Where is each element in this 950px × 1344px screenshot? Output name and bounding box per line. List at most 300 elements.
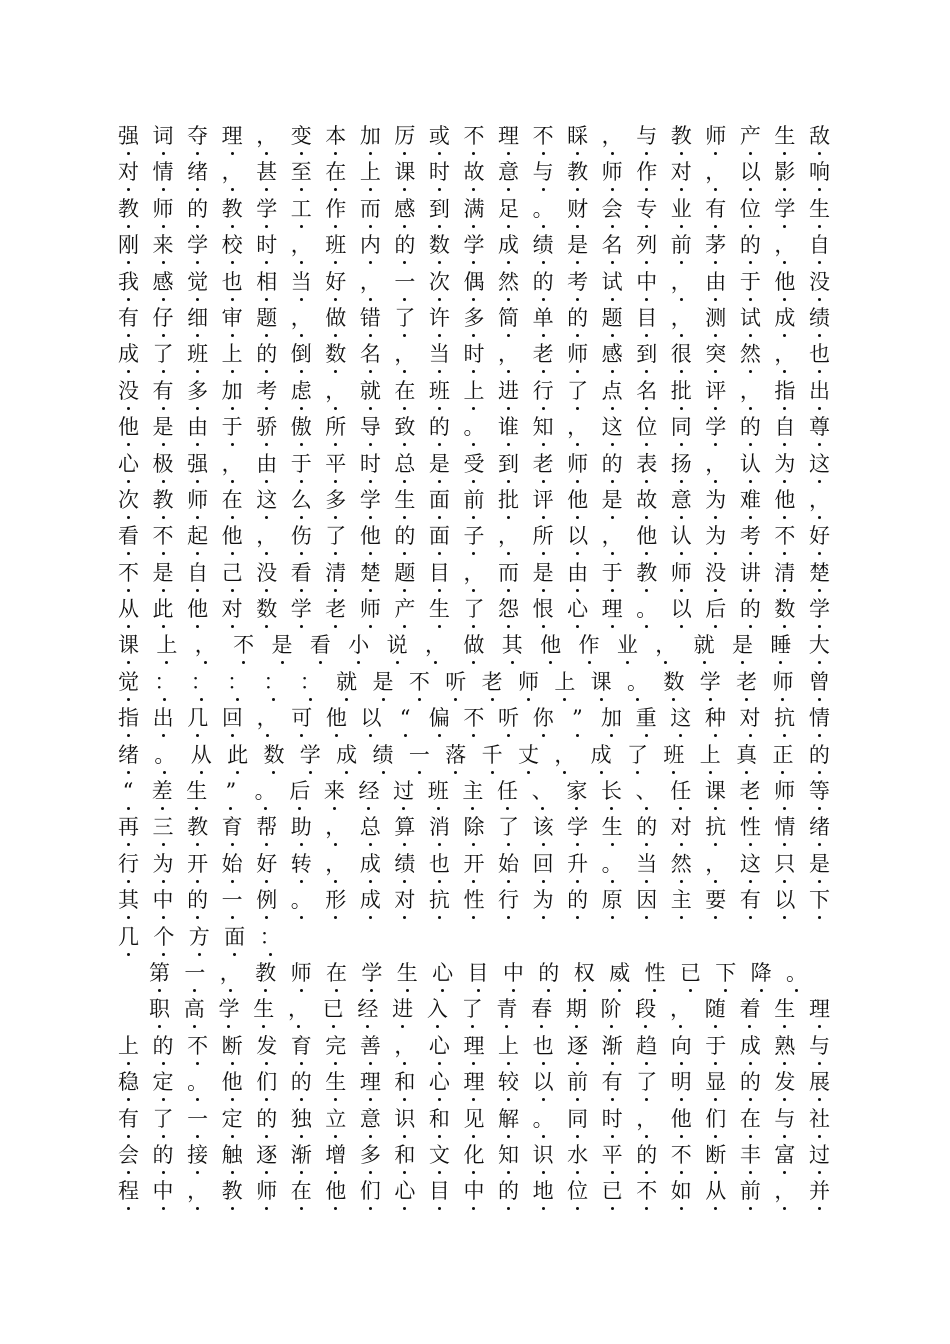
- text-character: 前: [567, 1070, 589, 1095]
- text-character: 转: [290, 851, 312, 876]
- text-character: 好: [325, 269, 347, 294]
- text-character: ，: [287, 997, 309, 1022]
- text-character: 有: [601, 1070, 623, 1095]
- text-character: 学: [187, 233, 209, 258]
- text-character: 数: [325, 342, 347, 367]
- text-character: ，: [290, 233, 312, 258]
- text-character: ，: [256, 706, 278, 731]
- text-character: 突: [705, 342, 727, 367]
- text-character: 也: [808, 342, 830, 367]
- text-character: 来: [323, 779, 345, 804]
- text-character: 、: [635, 779, 657, 804]
- text-character: 由: [567, 560, 589, 585]
- text-character: 权: [573, 960, 595, 985]
- text-character: 绪: [808, 815, 830, 840]
- text-character: 教: [255, 960, 277, 985]
- text-character: 第: [149, 960, 170, 985]
- text-character: ，: [425, 633, 446, 658]
- text-character: 扬: [670, 451, 692, 476]
- text-character: 可: [291, 706, 313, 731]
- text-character: 感: [394, 196, 416, 221]
- text-character: ，: [498, 524, 520, 549]
- text-character: 们: [705, 1106, 727, 1131]
- text-character: ，: [219, 960, 241, 985]
- text-character: 此: [227, 742, 249, 767]
- text-character: 方: [188, 924, 210, 949]
- text-character: 师: [517, 669, 539, 694]
- text-character: 从: [118, 597, 139, 622]
- text-character: 长: [600, 779, 622, 804]
- text-character: ，: [325, 851, 347, 876]
- text-character: 绩: [372, 742, 394, 767]
- text-character: 加: [221, 378, 243, 403]
- text-character: ”: [221, 777, 241, 805]
- text-character: 意: [670, 487, 692, 512]
- text-character: 虑: [290, 378, 312, 403]
- text-character: 茅: [705, 233, 727, 258]
- text-character: 仔: [152, 305, 174, 330]
- text-line: [118, 1177, 830, 1213]
- text-character: 时: [463, 342, 485, 367]
- text-character: 的: [256, 1106, 278, 1131]
- text-character: 谁: [498, 415, 520, 440]
- text-character: 学: [256, 196, 278, 221]
- text-character: 独: [290, 1106, 312, 1131]
- text-character: 加: [600, 706, 622, 731]
- text-character: 名: [359, 342, 381, 367]
- text-character: 批: [670, 378, 692, 403]
- text-character: 到: [428, 196, 450, 221]
- text-character: 生: [394, 487, 416, 512]
- text-character: 对: [670, 160, 692, 185]
- text-character: 己: [221, 560, 243, 585]
- text-character: 时: [359, 451, 381, 476]
- text-character: 师: [256, 1179, 278, 1204]
- text-character: ，: [194, 633, 216, 658]
- text-character: 有: [118, 305, 139, 330]
- text-character: 认: [739, 451, 761, 476]
- text-character: 没: [808, 269, 830, 294]
- text-character: 致: [394, 415, 416, 440]
- text-character: 极: [152, 451, 174, 476]
- text-character: 下: [808, 888, 830, 913]
- text-character: 定: [221, 1106, 243, 1131]
- text-character: 当: [636, 851, 658, 876]
- text-character: 认: [670, 524, 692, 549]
- text-character: 降: [750, 960, 772, 985]
- text-character: 后: [289, 779, 311, 804]
- text-character: ，: [601, 124, 623, 148]
- text-character: 成: [774, 305, 796, 330]
- text-character: 理: [463, 1070, 485, 1095]
- text-character: 理: [601, 597, 623, 622]
- text-character: 过: [393, 779, 415, 804]
- text-character: ：: [227, 669, 249, 694]
- text-character: 学: [567, 815, 589, 840]
- text-character: 感: [152, 269, 174, 294]
- text-character: 已: [679, 960, 701, 985]
- text-character: 发: [774, 1070, 796, 1095]
- text-character: 同: [567, 1106, 589, 1131]
- text-character: 心: [567, 597, 589, 622]
- text-character: 生: [396, 960, 418, 985]
- text-character: 当: [428, 342, 450, 367]
- text-character: 一: [187, 1106, 209, 1131]
- text-character: 此: [152, 597, 174, 622]
- text-character: 在: [290, 1179, 312, 1204]
- text-character: 从: [705, 1179, 727, 1204]
- text-character: 始: [221, 851, 243, 876]
- text-character: 导: [359, 415, 381, 440]
- text-character: 尊: [808, 415, 830, 440]
- text-character: 等: [808, 779, 830, 804]
- text-character: ”: [567, 704, 587, 732]
- text-character: 就: [693, 633, 715, 658]
- text-character: 的: [187, 888, 209, 913]
- text-character: 行: [118, 851, 139, 876]
- text-character: 他: [359, 524, 381, 549]
- text-character: 题: [394, 560, 416, 585]
- text-character: 是: [732, 633, 753, 658]
- text-line: [118, 1032, 830, 1068]
- text-line: [118, 340, 830, 376]
- text-character: 真: [736, 742, 758, 767]
- text-character: 帮: [256, 815, 278, 840]
- text-character: 意: [498, 160, 520, 185]
- text-character: 中: [463, 1179, 485, 1204]
- text-character: 任: [670, 779, 692, 804]
- text-character: 生: [774, 997, 796, 1022]
- text-line: [118, 486, 830, 522]
- text-character: 他: [221, 524, 243, 549]
- text-character: 理: [359, 1070, 381, 1095]
- text-character: 刚: [118, 233, 139, 258]
- text-character: 的: [739, 597, 761, 622]
- text-character: 成: [359, 888, 381, 913]
- text-character: 知: [498, 1142, 520, 1167]
- text-character: 个: [153, 924, 175, 949]
- text-character: 多: [463, 305, 485, 330]
- text-character: 开: [187, 851, 209, 876]
- text-character: 于: [290, 451, 312, 476]
- text-character: 逐: [567, 1033, 589, 1058]
- text-character: 过: [808, 1142, 830, 1167]
- text-character: 逐: [256, 1142, 278, 1167]
- text-character: 的: [428, 415, 450, 440]
- text-character: 知: [532, 415, 554, 440]
- text-line: [118, 158, 830, 194]
- text-character: 始: [498, 851, 520, 876]
- text-character: 有: [705, 196, 727, 221]
- text-character: 算: [394, 815, 416, 840]
- text-character: 我: [118, 269, 139, 294]
- text-character: 数: [663, 669, 685, 694]
- text-character: 会: [601, 196, 623, 221]
- text-character: 。: [154, 742, 176, 767]
- text-character: 有: [739, 888, 761, 913]
- text-line: [118, 995, 830, 1031]
- text-character: 家: [566, 779, 588, 804]
- text-character: 由: [705, 269, 727, 294]
- text-character: 成: [739, 1033, 761, 1058]
- text-character: 感: [601, 342, 623, 367]
- text-line: [118, 268, 830, 304]
- text-character: 。: [254, 779, 276, 804]
- text-character: 理: [221, 124, 243, 148]
- text-character: 成: [590, 742, 612, 767]
- text-character: 为: [705, 487, 727, 512]
- text-character: 展: [808, 1070, 830, 1095]
- text-character: 没: [256, 560, 278, 585]
- text-character: 上: [156, 633, 178, 658]
- text-character: 师: [705, 124, 727, 148]
- text-character: 成: [118, 342, 139, 367]
- text-character: 和: [394, 1070, 416, 1095]
- text-character: 多: [325, 487, 347, 512]
- text-character: 上: [359, 160, 381, 185]
- text-character: ，: [705, 851, 727, 876]
- text-character: 了: [394, 305, 416, 330]
- text-line: [118, 850, 830, 886]
- text-character: 然: [739, 342, 761, 367]
- text-character: 变: [290, 124, 312, 148]
- text-character: 定: [152, 1070, 174, 1095]
- text-character: 班: [663, 742, 685, 767]
- text-character: 自: [808, 233, 830, 258]
- text-character: “: [395, 704, 415, 732]
- text-character: ，: [670, 269, 692, 294]
- text-character: 一: [408, 742, 430, 767]
- text-character: 完: [325, 1033, 347, 1058]
- text-character: 。: [463, 415, 485, 440]
- text-line: [118, 559, 830, 595]
- text-character: 上: [463, 378, 485, 403]
- text-character: 教: [221, 196, 243, 221]
- text-character: 了: [325, 524, 347, 549]
- text-character: 学: [774, 196, 796, 221]
- text-line: [118, 522, 830, 558]
- text-character: 上: [699, 742, 721, 767]
- text-character: 为: [152, 851, 174, 876]
- text-character: 好: [808, 524, 830, 549]
- text-character: ：: [299, 669, 321, 694]
- text-character: 数: [428, 233, 450, 258]
- text-character: 他: [774, 269, 796, 294]
- text-character: 以: [532, 1070, 554, 1095]
- text-character: 你: [532, 706, 554, 731]
- text-character: 位: [636, 415, 658, 440]
- text-character: 前: [739, 1179, 761, 1204]
- text-character: 说: [386, 633, 408, 658]
- text-character: 数: [256, 597, 278, 622]
- text-character: 消: [428, 815, 450, 840]
- text-character: 满: [463, 196, 485, 221]
- text-character: 的: [636, 815, 658, 840]
- text-line: [118, 668, 830, 704]
- text-character: 倒: [290, 342, 312, 367]
- text-character: 总: [394, 451, 416, 476]
- text-line: [118, 959, 830, 995]
- text-character: 生: [808, 196, 830, 221]
- text-character: 是: [372, 669, 394, 694]
- text-character: 以: [567, 524, 589, 549]
- text-character: 的: [808, 742, 830, 767]
- text-character: 的: [394, 524, 416, 549]
- text-character: 他: [540, 633, 562, 658]
- text-line: [118, 1141, 830, 1177]
- text-character: 情: [152, 160, 174, 185]
- text-character: 故: [636, 487, 658, 512]
- text-character: ，: [325, 378, 347, 403]
- text-character: 是: [808, 851, 830, 876]
- text-character: 生: [186, 779, 208, 804]
- text-character: 一: [221, 888, 243, 913]
- text-character: 平: [601, 1142, 623, 1167]
- text-character: 强: [187, 451, 209, 476]
- text-character: 心: [428, 1033, 450, 1058]
- text-character: 重: [635, 706, 657, 731]
- text-character: 他: [325, 706, 347, 731]
- text-character: 程: [118, 1179, 139, 1204]
- text-character: 响: [808, 160, 830, 185]
- text-character: ：: [259, 924, 281, 949]
- text-character: 心: [432, 960, 454, 985]
- text-character: 偶: [463, 269, 485, 294]
- text-character: 经: [357, 997, 379, 1022]
- text-character: 受: [463, 451, 485, 476]
- text-character: 表: [636, 451, 658, 476]
- text-character: 恨: [532, 597, 554, 622]
- text-character: 断: [705, 1142, 727, 1167]
- text-character: 正: [772, 742, 794, 767]
- text-character: 自: [187, 560, 209, 585]
- text-character: 这: [256, 487, 278, 512]
- text-character: 有: [152, 378, 174, 403]
- text-character: 绩: [394, 851, 416, 876]
- text-character: 看: [309, 633, 331, 658]
- text-character: 的: [739, 415, 761, 440]
- text-character: 中: [502, 960, 524, 985]
- text-character: 以: [670, 597, 692, 622]
- text-character: 细: [187, 305, 209, 330]
- text-character: 他: [670, 1106, 692, 1131]
- text-character: 指: [774, 378, 796, 403]
- text-character: 楚: [359, 560, 381, 585]
- text-character: 并: [808, 1179, 830, 1204]
- text-character: 后: [705, 597, 727, 622]
- text-character: 绩: [808, 305, 830, 330]
- text-character: 性: [463, 888, 485, 913]
- text-character: 较: [498, 1070, 520, 1095]
- text-character: 夺: [187, 124, 209, 148]
- text-character: 名: [636, 378, 658, 403]
- text-character: 位: [567, 1179, 589, 1204]
- text-character: 很: [670, 342, 692, 367]
- text-character: 们: [359, 1179, 381, 1204]
- text-character: 不: [463, 706, 485, 731]
- text-line: [118, 886, 830, 922]
- text-character: 解: [498, 1106, 520, 1131]
- text-character: 教: [118, 196, 139, 221]
- text-character: ，: [256, 124, 278, 148]
- text-character: 学: [218, 997, 240, 1022]
- text-character: 高: [183, 997, 205, 1022]
- text-character: 由: [256, 451, 278, 476]
- text-character: 理: [498, 124, 520, 148]
- text-character: 傲: [290, 415, 312, 440]
- text-character: 抗: [774, 706, 796, 731]
- text-character: 在: [221, 487, 243, 512]
- text-character: 意: [359, 1106, 381, 1131]
- text-character: 了: [152, 342, 174, 367]
- text-character: 抗: [428, 888, 450, 913]
- text-character: 。: [532, 196, 554, 221]
- text-character: 老: [325, 597, 347, 622]
- text-character: 主: [462, 779, 484, 804]
- text-character: 影: [774, 160, 796, 185]
- text-character: 理: [808, 997, 830, 1022]
- text-character: 然: [498, 269, 520, 294]
- text-character: 了: [636, 1070, 658, 1095]
- text-character: 听: [498, 706, 520, 731]
- text-character: 不: [233, 633, 255, 658]
- text-character: ，: [774, 342, 796, 367]
- text-character: 这: [601, 415, 623, 440]
- text-character: 来: [152, 233, 174, 258]
- text-character: 就: [359, 378, 381, 403]
- text-character: 成: [359, 851, 381, 876]
- text-line: [118, 1105, 830, 1141]
- text-character: 一: [184, 960, 206, 985]
- text-character: 育: [221, 815, 243, 840]
- text-character: ，: [290, 305, 312, 330]
- text-character: ，: [705, 451, 727, 476]
- text-character: 是: [152, 560, 174, 585]
- text-line: [118, 450, 830, 486]
- text-character: 怨: [498, 597, 520, 622]
- text-character: 发: [256, 1033, 278, 1058]
- text-character: 他: [221, 1070, 243, 1095]
- text-character: 学: [808, 597, 830, 622]
- text-character: 也: [532, 1033, 554, 1058]
- text-character: 目: [636, 305, 658, 330]
- text-character: 多: [187, 378, 209, 403]
- text-character: 丰: [739, 1142, 761, 1167]
- text-character: 落: [445, 742, 467, 767]
- text-character: 了: [627, 742, 649, 767]
- text-character: 春: [531, 997, 553, 1022]
- text-character: 对: [670, 815, 692, 840]
- text-character: 富: [774, 1142, 796, 1167]
- text-character: 次: [428, 269, 450, 294]
- text-character: 教: [187, 815, 209, 840]
- text-character: 如: [670, 1179, 692, 1204]
- text-character: 上: [118, 1033, 139, 1058]
- text-character: 至: [290, 160, 312, 185]
- text-character: “: [118, 777, 138, 805]
- text-character: 接: [187, 1142, 209, 1167]
- text-character: 在: [394, 378, 416, 403]
- text-character: 故: [463, 160, 485, 185]
- text-character: 教: [670, 124, 692, 148]
- text-character: 与: [532, 160, 554, 185]
- text-character: 时: [428, 160, 450, 185]
- text-character: 性: [644, 960, 666, 985]
- text-character: 其: [118, 888, 139, 913]
- text-character: 在: [739, 1106, 761, 1131]
- text-character: 师: [152, 196, 174, 221]
- text-character: 有: [118, 1106, 139, 1131]
